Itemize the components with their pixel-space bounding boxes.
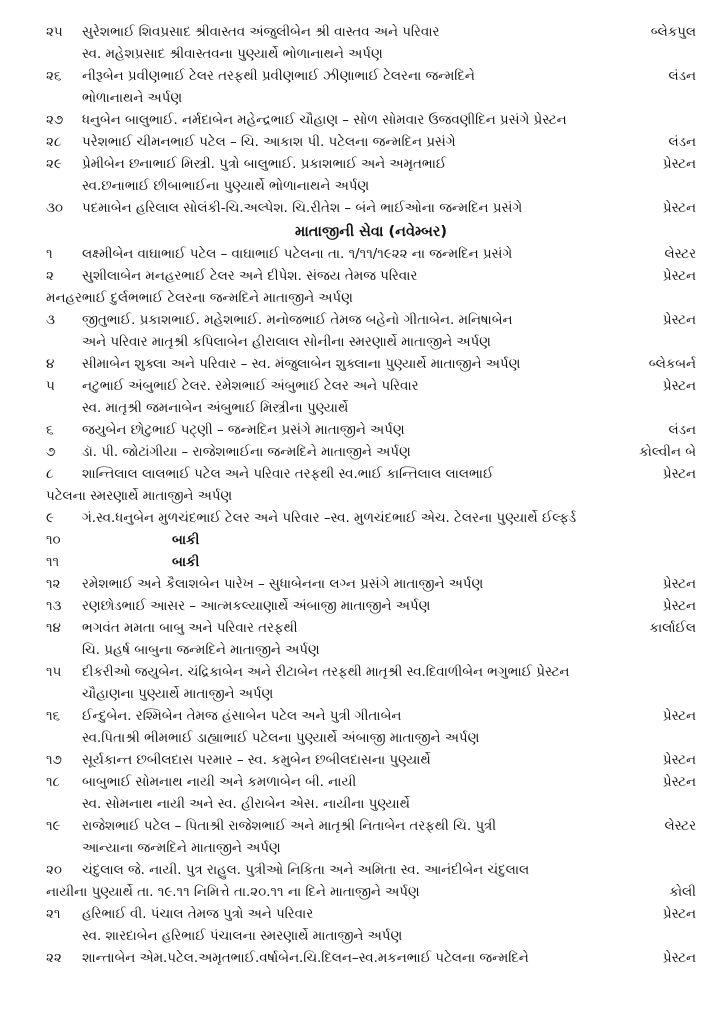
item-continuation: સ્વ. સોમનાથ નાયી અને સ્વ. હીરાબેન એસ. નાયીના પુણ્યાર્થે xyxy=(82,797,410,812)
item-text: જીતુભાઈ. પ્રકાશભાઈ. મહેશભાઈ. મનોજભાઈ તેમજ બહેનો ગીતાબેન. મનિષાબેન xyxy=(82,313,513,328)
item-text: ચંદુલાલ જે. નાયી. પુત્ર રાહુલ. પુત્રીઓ નિકિતા અને અમિતા સ્વ. આનંદીબેન ચંદુલાલ xyxy=(82,863,530,878)
item-number: ૧૭ xyxy=(46,753,62,768)
list-item xyxy=(46,772,696,794)
item-text: લક્ષ્મીબેન વાઘાભાઈ પટેલ – વાઘાભાઈ પટેલના તા. ૧/૧૧/૧૯૨૨ ના જન્મદિન પ્રસંગે xyxy=(82,247,513,262)
item-place: પ્રેસ્ટન xyxy=(662,577,696,592)
item-text: સુરેશભાઈ શિવપ્રસાદ શ્રીવાસ્તવ અંજુલીબેન શ્રી વાસ્તવ અને પરિવાર xyxy=(82,25,440,40)
item-number: ૧૧ xyxy=(46,555,60,570)
item-number: ૧૨ xyxy=(46,577,61,592)
item-number: ૨૦ xyxy=(46,863,62,878)
item-text: સીમાબેન શુક્લા અને પરિવાર – સ્વ. મંજુલાબેન શુક્લાના પુણ્યાર્થે માતાજીને અર્પણ xyxy=(82,357,521,372)
item-text: જયુબેન છોટુભાઈ પટ્ણી – જન્મદિન પ્રસંગે માતાજીને અર્પણ xyxy=(82,423,405,438)
item-place: પ્રેસ્ટન xyxy=(662,157,696,172)
item-place: પ્રેસ્ટન xyxy=(662,599,696,614)
item-number: ૩ xyxy=(46,313,55,328)
item-number: ૫ xyxy=(46,379,55,394)
list-item xyxy=(46,904,696,926)
item-text: સુશીલાબેન મનહરભાઈ ટેલર અને દીપેશ. સંજય તેમજ પરિવાર xyxy=(82,269,418,284)
item-place: લેસ્ટર xyxy=(664,247,696,262)
item-number: ૧૪ xyxy=(46,621,61,636)
list-item xyxy=(46,22,696,44)
list-item xyxy=(46,596,696,618)
item-continuation: મનહરભાઈ દુર્લભભાઈ ટેલરના જન્મદિને માતાજીને અર્પણ xyxy=(46,291,353,306)
item-number: ૧૬ xyxy=(46,709,61,724)
list-item xyxy=(46,110,696,132)
item-place: પ્રેસ્ટન xyxy=(662,907,696,922)
item-place: બ્લેકપુલ xyxy=(650,25,696,40)
item-number: ૧૦ xyxy=(46,533,61,548)
list-item xyxy=(46,244,696,266)
item-place: બ્લેકબર્ન xyxy=(648,357,696,372)
item-continuation: પટેલના સ્મરણાર્થે માતાજીને અર્પણ xyxy=(46,489,233,504)
item-number: ૧ xyxy=(46,247,53,262)
list-item xyxy=(46,154,696,176)
item-continuation: સ્વ. મહેશપ્રસાદ શ્રીવાસ્તવના પુણ્યાર્થે ભોળાનાથને અર્પણ xyxy=(82,47,383,62)
list-item xyxy=(46,552,696,574)
list-item xyxy=(46,266,696,288)
item-place: પ્રેસ્ટન xyxy=(662,467,696,482)
item-text: દીકરીઓ જયુબેન. ચંદ્રિકાબેન અને રીટાબેન તરફથી માતૃશ્રી સ્વ.દિવાળીબેન ભગુભાઈ પ્રેસ્ટન xyxy=(82,665,570,680)
item-text: પદમાબેન હરિલાલ સોલંકી-ચિ.અલ્પેશ. ચિ.રીતેશ – બંને ભાઈઓના જન્મદિન પ્રસંગે xyxy=(82,201,523,216)
list-item xyxy=(46,354,696,376)
item-text: રાજેશભાઈ પટેલ – પિતાશ્રી રાજેશભાઈ અને માતૃશ્રી નિતાબેન તરફથી ચિ. પુત્રી xyxy=(82,819,497,834)
item-text: ધનુબેન બાલુભાઈ. નર્મદાબેન મહેન્દ્રભાઈ ચૌહાણ – સોળ સોમવાર ઉજવણીદિન પ્રસંગે પ્રેસ્ટન xyxy=(82,113,567,128)
item-place: કોલી xyxy=(669,885,696,900)
item-number: ૮ xyxy=(46,467,54,482)
item-text: ગં.સ્વ.ધનુબેન મુળચંદભાઈ ટેલર અને પરિવાર –સ્વ. મુળચંદભાઈ એચ. ટેલરના પુણ્યાર્થે ઈલ્ફર્ડ xyxy=(82,511,577,526)
item-number: ૧૫ xyxy=(46,665,62,680)
list-item xyxy=(46,750,696,772)
item-text: સૂર્યકાન્ત છબીલદાસ પરમાર – સ્વ. કમુબેન છબીલદાસના પુણ્યાર્થે xyxy=(82,753,431,768)
list-item xyxy=(46,574,696,596)
item-text: પરેશભાઈ ચીમનભાઈ પટેલ – ચિ. આકાશ પી. પટેલના જન્મદિન પ્રસંગે xyxy=(82,135,456,150)
item-place: લંડન xyxy=(668,135,696,150)
item-number: ૧૮ xyxy=(46,775,60,790)
item-number: ૬ xyxy=(46,423,54,438)
item-continuation: આન્યાના જન્મદિને માતાજીને અર્પણ xyxy=(82,841,281,856)
item-continuation: સ્વ.છનાભાઈ છીબાભાઈના પુણ્યાર્થે ભોળાનાથને અર્પણ xyxy=(82,179,370,194)
item-number: ૨૯ xyxy=(46,157,62,172)
item-number: ૪ xyxy=(46,357,55,372)
item-number: ૧૩ xyxy=(46,599,62,614)
item-place: પ્રેસ્ટન xyxy=(662,269,696,284)
item-continuation: અને પરિવાર માતૃશ્રી કપિલાબેન હીરાલાલ સોનીના સ્મરણાર્થે માતાજીને અર્પણ xyxy=(82,335,491,350)
item-continuation: સ્વ.પિતાશ્રી ભીમભાઈ ડાહ્યાભાઈ પટેલના પુણ્યાર્થે અંબાજી માતાજીને અર્પણ xyxy=(82,731,480,746)
list-item xyxy=(46,376,696,398)
item-place: લેસ્ટર xyxy=(664,819,696,834)
item-number: ૨૬ xyxy=(46,69,62,84)
item-continuation: ભોળાનાથને અર્પણ xyxy=(82,91,183,106)
item-place: પ્રેસ્ટન xyxy=(662,709,696,724)
section-heading: માતાજીની સેવા (નવેમ્બર) xyxy=(295,224,447,240)
item-continuation: સ્વ. માતૃશ્રી જમનાબેન અંબુભાઈ મિસ્ત્રીના પુણ્યાર્થે xyxy=(82,401,349,416)
item-number: ૭ xyxy=(46,445,56,460)
item-number: ૨૧ xyxy=(46,907,61,922)
item-number: ૯ xyxy=(46,511,54,526)
list-item xyxy=(46,310,696,332)
list-item xyxy=(46,860,696,882)
item-place: પ્રેસ્ટન xyxy=(662,775,696,790)
item-text: શાન્તિલાલ લાલભાઈ પટેલ અને પરિવાર તરફથી સ્વ.ભાઈ કાન્તિલાલ લાલભાઈ xyxy=(82,467,494,482)
item-text: રમેશભાઈ અને કૈલાશબેન પારેખ – સુધાબેનના લગ્ન પ્રસંગે માતાજીને અર્પણ xyxy=(82,577,484,592)
item-number: ૨૨ xyxy=(46,951,62,966)
item-text: ડૉ. પી. જોટાંગીયા – રાજેશભાઈના જન્મદિને માતાજીને અર્પણ xyxy=(82,445,411,460)
list-item xyxy=(46,948,696,970)
item-number: ૨૮ xyxy=(46,135,62,150)
item-continuation: સ્વ. શારદાબેન હરિભાઈ પંચાલના સ્મરણાર્થે માતાજીને અર્પણ xyxy=(82,929,403,944)
item-place: લંડન xyxy=(668,69,696,84)
item-text: હરિભાઈ વી. પંચાલ તેમજ પુત્રો અને પરિવાર xyxy=(82,907,314,922)
list-item xyxy=(46,66,696,88)
item-text: બાબુભાઈ સોમનાથ નાયી અને કમળાબેન બી. નાયી xyxy=(82,775,357,790)
list-item xyxy=(46,198,696,220)
item-number: ૧૯ xyxy=(46,819,61,834)
pending-label: બાકી xyxy=(172,533,200,548)
list-item xyxy=(46,816,696,838)
item-continuation: ચિ. પ્રહર્ષ બાબુના જન્મદિને માતાજીને અર્પણ xyxy=(82,643,320,658)
item-text: નાયીના પુણ્યાર્થે તા. ૧૯.૧૧ નિમિત્તે તા.૨૦.૧૧ ના દિને માતાજીને અર્પણ xyxy=(46,885,420,900)
item-text: નીરૂબેન પ્રવીણભાઈ ટેલર તરફથી પ્રવીણભાઈ ઝીણાભાઈ ટેલરના જન્મદિને xyxy=(82,69,475,84)
item-text: ભગવંત મમતા બાબુ અને પરિવાર તરફથી xyxy=(82,621,298,636)
item-text: પ્રેમીબેન છનાભાઈ મિસ્ત્રી. પુત્રો બાલુભાઈ. પ્રકાશભાઈ અને અમૃતભાઈ xyxy=(82,157,447,172)
item-text: નટુભાઈ અંબુભાઈ ટેલર. રમેશભાઈ અંબુભાઈ ટેલર અને પરિવાર xyxy=(82,379,419,394)
item-number: ૨ xyxy=(46,269,54,284)
item-place: કોલ્વીન બે xyxy=(639,445,696,460)
list-item xyxy=(46,530,696,552)
item-text: ઈન્દુબેન. રશ્મિબેન તેમજ હંસાબેન પટેલ અને પુત્રી ગીતાબેન xyxy=(82,709,402,724)
list-item xyxy=(46,508,696,530)
item-text: શાન્તાબેન એમ.પટેલ.અમૃતભાઈ.વર્ષાબેન.ચિ.દિલન–સ્વ.મકનભાઈ પટેલના જન્મદિને xyxy=(82,951,529,966)
item-number: ૩૦ xyxy=(46,201,63,216)
item-place: લંડન xyxy=(668,423,696,438)
item-place: કાર્લાઈલ xyxy=(649,621,696,636)
list-item xyxy=(46,662,696,684)
list-item xyxy=(46,618,696,640)
item-place: પ્રેસ્ટન xyxy=(662,201,696,216)
list-item xyxy=(46,420,696,442)
pending-label: બાકી xyxy=(172,555,200,570)
item-continuation xyxy=(46,882,696,904)
item-number: ૨૫ xyxy=(46,25,63,40)
item-number: ૨૭ xyxy=(46,113,64,128)
item-place: પ્રેસ્ટન xyxy=(662,313,696,328)
item-continuation: ચૌહાણના પુણ્યાર્થે માતાજીને અર્પણ xyxy=(82,687,274,702)
item-text: રણછોડભાઈ આસર – આત્મકલ્યાણાર્થે અંબાજી માતાજીને અર્પણ xyxy=(82,599,431,614)
item-place: પ્રેસ્ટન xyxy=(662,951,696,966)
list-item xyxy=(46,706,696,728)
list-item xyxy=(46,132,696,154)
item-place: પ્રેસ્ટન xyxy=(662,379,696,394)
list-item xyxy=(46,464,696,486)
item-place: પ્રેસ્ટન xyxy=(662,753,696,768)
list-item xyxy=(46,442,696,464)
